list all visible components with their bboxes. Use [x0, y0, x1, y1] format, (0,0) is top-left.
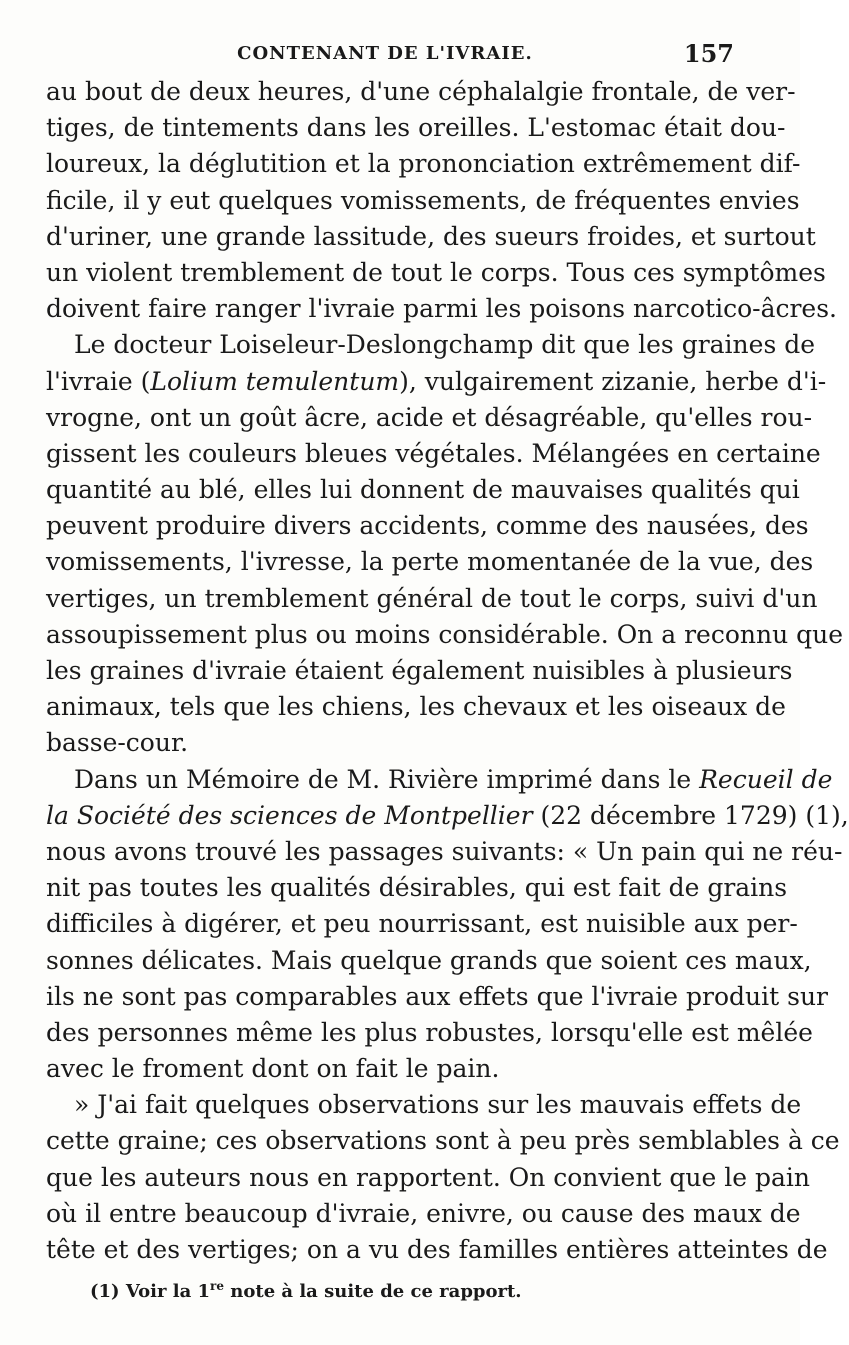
text-line: l'ivraie (Lolium temulentum), vulgairement zizanie, herbe d'i-	[46, 366, 827, 396]
text-line: d'uriner, une grande lassitude, des sueurs froides, et surtout	[46, 221, 816, 251]
text-line: doivent faire ranger l'ivraie parmi les poisons narcotico-âcres.	[46, 294, 838, 324]
text-line: ils ne sont pas comparables aux effets que l'ivraie produit sur	[46, 981, 828, 1011]
text-line: que les auteurs nous en rapportent. On convient que le pain	[46, 1162, 811, 1192]
text-line: nit pas toutes les qualités désirables, qui est fait de grains	[46, 873, 788, 903]
text-line: au bout de deux heures, d'une céphalalgie frontale, de ver-	[46, 77, 796, 106]
text-line: vrogne, ont un goût âcre, acide et désagréable, qu'elles rou-	[46, 402, 813, 432]
text-line: quantité au blé, elles lui donnent de mauvaises qualités qui	[46, 475, 800, 505]
text-line: nous avons trouvé les passages suivants: « Un pain qui ne réu-	[46, 836, 843, 866]
italic-text: Recueil de	[699, 764, 833, 794]
text-line: vertiges, un tremblement général de tout le corps, suivi d'un	[46, 583, 818, 613]
text-line: assoupissement plus ou moins considérable. On a reconnu que	[46, 619, 844, 649]
text-line: Dans un Mémoire de M. Rivière imprimé dans le Recueil de	[74, 764, 833, 794]
footnote-text-before: Voir la 1	[125, 1281, 211, 1302]
text-line: basse-cour.	[46, 728, 189, 758]
page-number: 157	[683, 38, 734, 68]
text-line: cette graine; ces observations sont à peu près semblables à ce	[46, 1126, 840, 1156]
text-line: des personnes même les plus robustes, lorsqu'elle est mêlée	[46, 1017, 813, 1047]
text-line: où il entre beaucoup d'ivraie, enivre, ou cause des maux de	[46, 1198, 801, 1228]
italic-text: Lolium temulentum	[150, 366, 400, 396]
text-line: avec le froment dont on fait le pain.	[46, 1054, 500, 1084]
text-line: les graines d'ivraie étaient également nuisibles à plusieurs	[46, 656, 793, 685]
footnote	[90, 1280, 590, 1304]
footnote-superscript: re	[210, 1279, 225, 1293]
text-line: la Société des sciences de Montpellier (22 décembre 1729) (1),	[46, 800, 849, 830]
text-line: tête et des vertiges; on a vu des familles entières atteintes de	[46, 1235, 828, 1264]
text-line: tiges, de tintements dans les oreilles. L'estomac était dou-	[46, 113, 786, 143]
italic-text: la Société des sciences de Montpellier	[46, 800, 533, 830]
text-line: » J'ai fait quelques observations sur les mauvais effets de	[74, 1090, 802, 1120]
text-line: loureux, la déglutition et la prononciation extrêmement dif-	[46, 149, 801, 179]
text-line: ficile, il y eut quelques vomissements, de fréquentes envies	[46, 185, 800, 215]
footnote-text-after: note à la suite de ce rapport.	[224, 1281, 522, 1302]
text-line: gissent les couleurs bleues végétales. Mélangées en certaine	[46, 438, 821, 468]
footnote-marker: (1)	[90, 1281, 120, 1302]
page-header	[46, 36, 734, 70]
text-line: sonnes délicates. Mais quelque grands que soient ces maux,	[46, 945, 812, 975]
text-line: difficiles à digérer, et peu nourrissant, est nuisible aux per-	[46, 909, 798, 939]
text-line: peuvent produire divers accidents, comme des nausées, des	[46, 511, 809, 541]
body-text	[46, 74, 849, 1268]
running-title: CONTENANT DE L'IVRAIE.	[237, 42, 533, 64]
text-line: Le docteur Loiseleur-Deslongchamp dit que les graines de	[74, 330, 816, 360]
text-line: vomissements, l'ivresse, la perte momentanée de la vue, des	[46, 547, 814, 577]
text-line: un violent tremblement de tout le corps. Tous ces symptômes	[46, 257, 826, 287]
text-line: animaux, tels que les chiens, les chevaux et les oiseaux de	[46, 692, 786, 722]
